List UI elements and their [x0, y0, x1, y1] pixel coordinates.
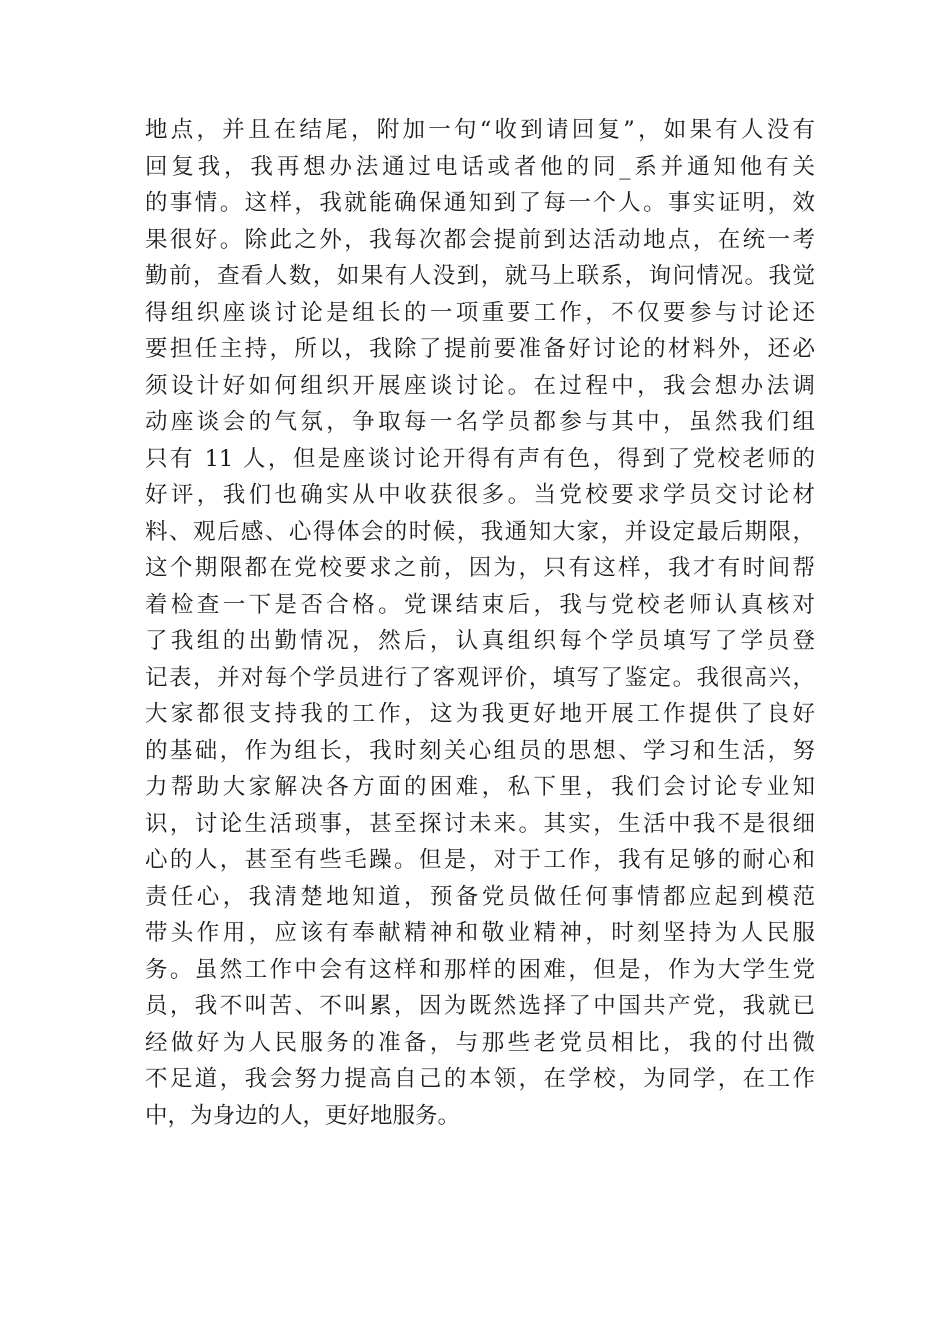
text-line: 要担任主持，所以，我除了提前要准备好讨论的材料外，还必 [145, 336, 815, 362]
text-line: 只有 11 人，但是座谈讨论开得有声有色，得到了党校老师的 [145, 445, 815, 472]
text-line: 这个期限都在党校要求之前，因为，只有这样，我才有时间帮 [145, 555, 815, 581]
text-line: 心的人，甚至有些毛躁。但是，对于工作，我有足够的耐心和 [145, 847, 815, 873]
text-line: 料、观后感、心得体会的时候，我通知大家，并设定最后期限， [145, 518, 815, 545]
text-line: 好评，我们也确实从中收获很多。当党校要求学员交讨论材 [145, 482, 815, 508]
text-line: 员，我不叫苦、不叫累，因为既然选择了中国共产党，我就已 [145, 993, 815, 1019]
text-line: 带头作用，应该有奉献精神和敬业精神，时刻坚持为人民服 [145, 920, 815, 946]
text-line: 须设计好如何组织开展座谈讨论。在过程中，我会想办法调 [145, 372, 815, 399]
text-line: 识，讨论生活琐事，甚至探讨未来。其实，生活中我不是很细 [145, 810, 815, 837]
text-line: 务。虽然工作中会有这样和那样的困难，但是，作为大学生党 [145, 956, 815, 983]
text-line: 动座谈会的气氛，争取每一名学员都参与其中，虽然我们组 [145, 409, 815, 435]
text-line: 的基础，作为组长，我时刻关心组员的思想、学习和生活，努 [145, 737, 815, 764]
text-line: 记表，并对每个学员进行了客观评价，填写了鉴定。我很高兴， [145, 664, 815, 691]
text-line: 大家都很支持我的工作，这为我更好地开展工作提供了良好 [145, 701, 815, 727]
text-line: 了我组的出勤情况，然后，认真组织每个学员填写了学员登 [145, 628, 815, 654]
text-line: 勤前，查看人数，如果有人没到，就马上联系，询问情况。我觉 [145, 263, 815, 289]
text-line: 中，为身边的人，更好地服务。 [145, 1102, 461, 1129]
text-line: 不足道，我会努力提高自己的本领，在学校，为同学，在工作 [145, 1066, 815, 1092]
body-paragraph [145, 112, 815, 1134]
text-line: 地点，并且在结尾，附加一句“收到请回复”，如果有人没有 [145, 117, 815, 143]
text-line: 回复我，我再想办法通过电话或者他的同_系并通知他有关 [145, 153, 815, 180]
text-line: 经做好为人民服务的准备，与那些老党员相比，我的付出微 [145, 1029, 815, 1056]
text-line: 的事情。这样，我就能确保通知到了每一个人。事实证明，效 [145, 190, 815, 216]
text-line: 着检查一下是否合格。党课结束后，我与党校老师认真核对 [145, 591, 815, 618]
text-line: 果很好。除此之外，我每次都会提前到达活动地点，在统一考 [145, 226, 815, 253]
text-line: 责任心，我清楚地知道，预备党员做任何事情都应起到模范 [145, 883, 815, 910]
text-line: 得组织座谈讨论是组长的一项重要工作，不仅要参与讨论还 [145, 299, 815, 326]
text-line: 力帮助大家解决各方面的困难，私下里，我们会讨论专业知 [145, 774, 815, 800]
